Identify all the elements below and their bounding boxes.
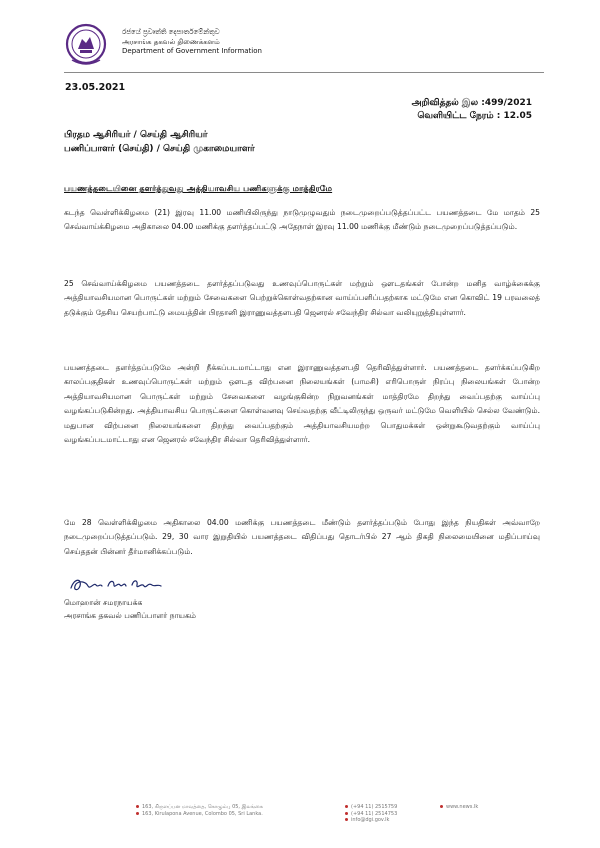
signer-title: அரசாங்க தகவல் பணிப்பாளர் நாயகம் [64,610,197,620]
document-date: 23.05.2021 [65,82,126,93]
email-icon [345,818,348,821]
body-paragraph-3: பயணத்தடை தளர்த்தப்படுமே அன்றி நீக்கப்படமாட்டாது என இராணுவத்தளபதி தெரிவித்துள்ளார். பயணத்தடை தளர்க்கப்படுகிற காலப்பகுதிகள் உணவுப்பொருட்கள் மற்றும் ஔடத விற்பனை நிலையங்கள் (பாமசி) எரிபொருள் நிரப்பு நிலையங்கள் போன்ற அத்தியாவசியமான பொருட்கள் மற்றும் சேவைகளை வழங்குகின்ற நிறுவனங்கள் மாத்திரமே திறந்து வைப்பதற்கு வாய்ப்பு வழங்கப்படுகின்றது. அத்தியாவசிய பொருட்களை கொள்வனவு செய்வதற்கு வீட்டிலிருந்து ஒருவர் மட்டுமே வெளியில் செல்ல வேண்டும். மதுபான விற்பனை நிலையங்களை திறந்து வைப்பதற்கும் அத்தியாவசியமற்ற பொதுமக்கள் ஒன்றுகூடுவதற்கும் வாய்ப்பு வழங்கப்படமாட்டாது என ஜெனரல் சவேந்திர சில்வா தெரிவித்துள்ளார். [64,363,540,445]
signer-block [64,597,196,622]
signer-name: மொஹான் சமரநாயக்க [64,598,143,607]
phone-icon [345,805,348,808]
footer-address: 163, கிருளப்பன மாவத்தை, கொழும்பு 05, இலங்கை 163, Kirulapona Avenue, Colombo 05, Sri Lanka. [136,804,263,817]
recipient-line-1: பிரதம ஆசிரியர் / செய்தி ஆசிரியர் [64,130,208,140]
org-name-sinhala: රජයේ ප්‍රවෘත්ති දෙපාර්තමේන්තුව [122,28,220,36]
location-icon [136,812,139,815]
header-divider [64,72,544,73]
org-name-english: Department of Government Information [122,47,262,55]
org-name-tamil: அரசாங்க தகவல் திணைக்களம் [122,37,220,46]
letterhead [64,22,544,68]
handwritten-signature [68,574,164,596]
organization-name [122,28,262,57]
location-icon [136,805,139,808]
fax-icon [345,812,348,815]
body-paragraph-1: கடந்த வெள்ளிக்கிழமை (21) இரவு 11.00 மணியிலிருந்து நாடுமுழுவதும் நடைமுறைப்படுத்தப்பட்ட பயணத்தடை மே மாதம் 25 செவ்வாய்க்கிழமை அதிகாலை 04.00 மணிக்கு தளர்த்தப்பட்டு அதேநாள் இரவு 11.00 மணிக்கு மீண்டும் நடைமுறைப்படுத்தப்படும். [64,208,540,232]
body-paragraph-2: 25 செவ்வாய்க்கிழமை பயணத்தடை தளர்த்தப்படுவது உணவுப்பொருட்கள் மற்றும் ஔடதங்கள் போன்ற மனித வாழ்க்கைக்கு அத்தியாவசியமான பொருட்கள் மற்றும் சேவைகளை பெற்றுக்கொள்வதற்கான வாய்ப்பளிப்பதற்காக மட்டுமே என கொவிட் 19 பரவலைத் தடுக்கும் தேசிய செயற்பாட்டு மையத்தின் பிரதானி இராணுவத்தளபதி ஜெனரல் சவேந்திர சில்வா வலியுறுத்தியுள்ளார். [64,279,540,317]
sri-lanka-emblem-icon [64,22,108,68]
body-paragraph-4: மே 28 வெள்ளிக்கிழமை அதிகாலை 04.00 மணிக்கு பயணத்தடை மீண்டும் தளர்த்தப்படும் போது இந்த நியதிகள் அவ்வாறே நடைமுறைப்படுத்தப்படும். 29, 30 வார இறுதியில் பயணத்தடை விதிப்பது தொடர்பில் 27 ஆம் திகதி நிலைமையினை மதிப்பாய்வு செய்ததன் பின்னர் தீர்மானிக்கப்படும். [64,518,540,556]
release-info [412,97,532,123]
web-icon [440,805,443,808]
footer-contact: (+94 11) 2515759 (+94 11) 2514753 info@dgi.gov.lk [345,804,397,824]
release-number: அறிவித்தல் இல :499/2021 [411,98,532,108]
footer-website: www.news.lk [440,804,478,811]
recipient-line-2: பணிப்பாளர் (செய்தி) / செய்தி முகாமையாளர் [64,144,255,154]
release-time: வெளியிட்ட நேரம் : 12.05 [417,111,532,121]
footer [120,800,540,840]
press-release-headline: பயணத்தடையினை தளர்த்துவது அத்தியாவசிய பணிகளுக்கு மாத்திரமே [64,183,333,193]
recipients [64,128,255,156]
